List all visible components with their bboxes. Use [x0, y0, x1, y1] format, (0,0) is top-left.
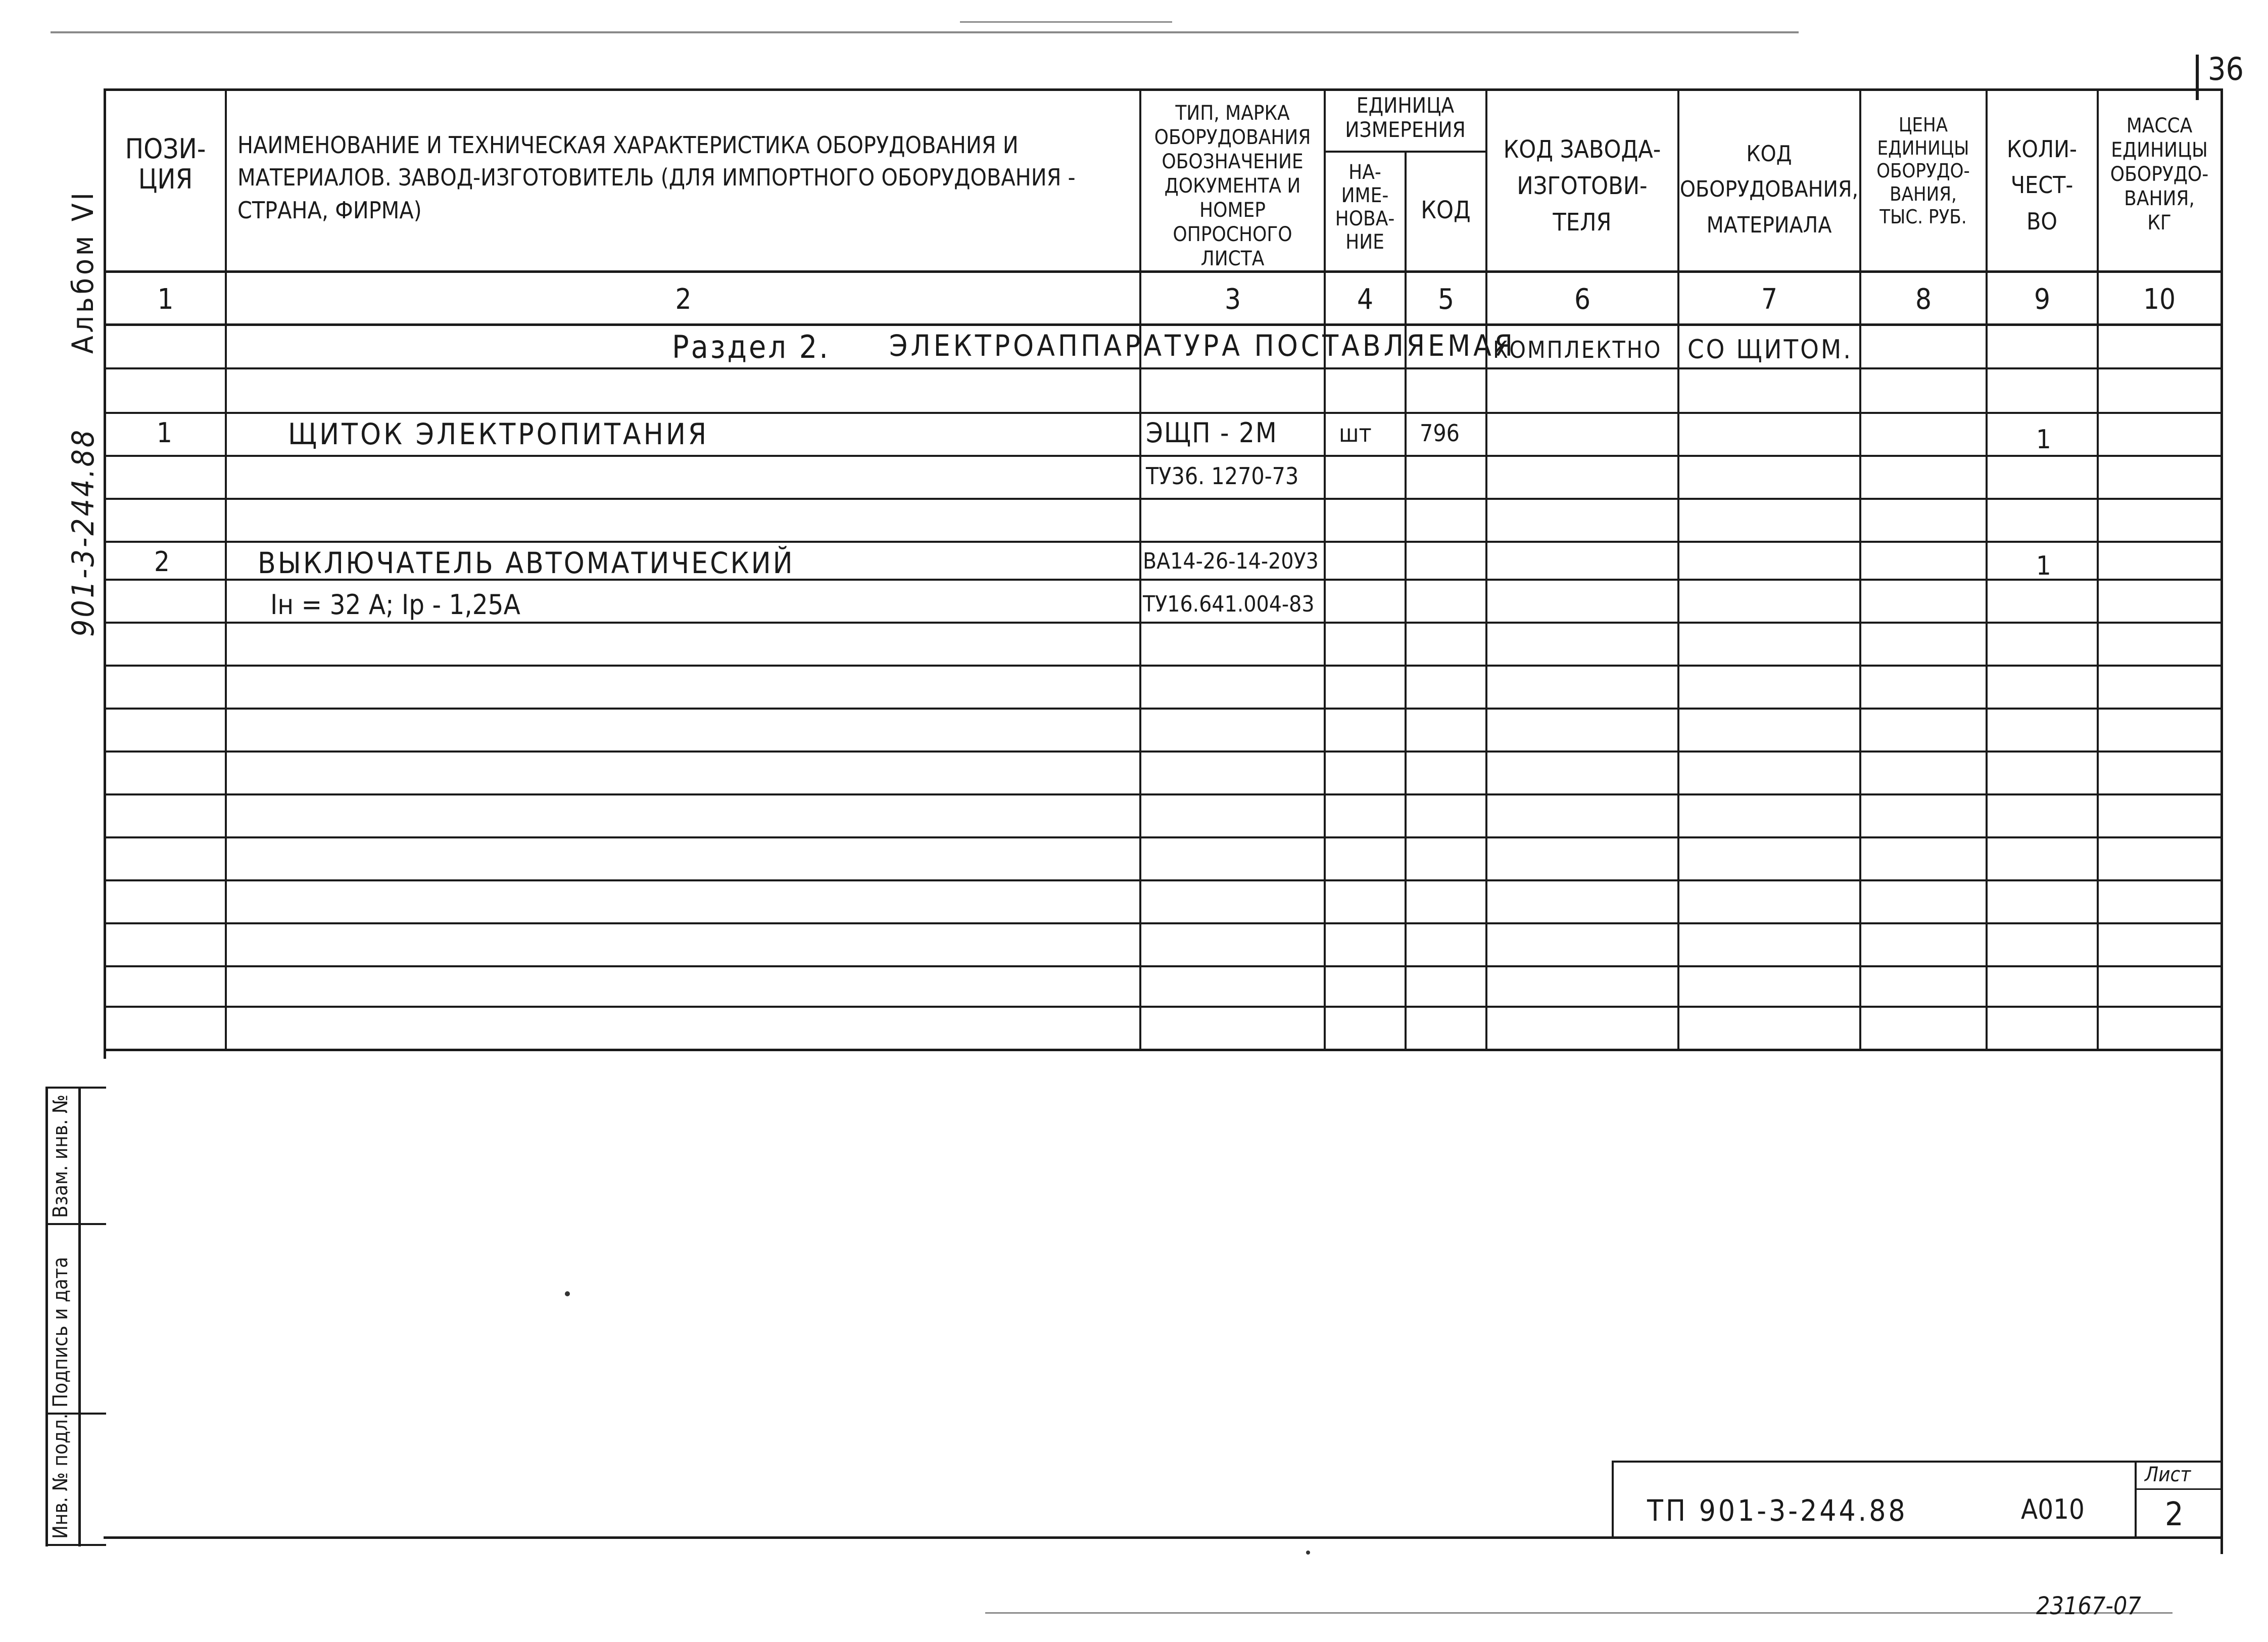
- titleblock-sheet-label: Лист: [2145, 1463, 2191, 1486]
- page-number-divider: [2196, 55, 2199, 100]
- footer-line: [985, 1612, 2173, 1614]
- header-name: НАИМЕНОВАНИЕ И ТЕХНИЧЕСКАЯ ХАРАКТЕРИСТИКА ОБОРУДОВАНИЯ И МАТЕРИАЛОВ. ЗАВОД-ИЗГОТОВИТЕЛЬ (ДЛЯ ИМПОРТНОГО ОБОРУДОВАНИЯ - СТРАНА, ФИРМА): [237, 131, 1076, 224]
- row-line: [104, 793, 2223, 795]
- row-line: [104, 708, 2223, 710]
- row-line: [104, 1006, 2223, 1008]
- colnum-7: 7: [1761, 283, 1778, 316]
- row1-type: ЭЩП - 2М: [1146, 417, 1278, 449]
- row-line: [104, 665, 2223, 667]
- top-scan-mark: [960, 21, 1172, 23]
- row-line: [104, 412, 2223, 414]
- titleblock-sheet-split: [2135, 1488, 2223, 1490]
- row1-position: 1: [157, 417, 172, 449]
- section-tail: КОМПЛЕКТНО: [1493, 336, 1662, 363]
- row-line-last: [104, 1049, 2223, 1051]
- header-type: ТИП, МАРКА ОБОРУДОВАНИЯ ОБОЗНАЧЕНИЕ ДОКУМЕНТА И НОМЕР ОПРОСНОГО ЛИСТА: [1154, 102, 1311, 270]
- table-bottom-border: [104, 1536, 2223, 1539]
- colnum-1: 1: [157, 283, 174, 316]
- stamp-mid-line: [78, 1087, 81, 1546]
- row1-unit: шт: [1339, 419, 1372, 448]
- table-top-border: [104, 88, 2223, 91]
- section-subtitle: ЭЛЕКТРОАППАРАТУРА ПОСТАВЛЯЕМАЯ: [889, 329, 1516, 363]
- colnum-5: 5: [1437, 283, 1455, 316]
- stamp-top: [45, 1087, 106, 1089]
- row-line: [104, 622, 2223, 624]
- stamp-replacement: Взам. инв. №: [49, 1094, 72, 1218]
- row-line: [104, 965, 2223, 967]
- row-line: [104, 498, 2223, 500]
- unit-header-split: [1324, 151, 1486, 153]
- colnum-9: 9: [2034, 283, 2051, 316]
- header-unit: ЕДИНИЦА ИЗМЕРЕНИЯ: [1345, 93, 1466, 143]
- header-mass: МАССА ЕДИНИЦЫ ОБОРУДО- ВАНИЯ, КГ: [2110, 114, 2209, 234]
- row-line: [104, 750, 2223, 753]
- header-quantity: КОЛИ- ЧЕСТ- ВО: [2007, 135, 2077, 235]
- titleblock-divider: [2135, 1461, 2137, 1539]
- row-line: [104, 879, 2223, 881]
- row1-unit-code: 796: [1420, 419, 1460, 447]
- colnum-bottom: [104, 323, 2223, 326]
- row2-params: Iн = 32 А; Iр - 1,25А: [270, 589, 520, 621]
- colnum-2: 2: [675, 283, 692, 316]
- colnum-10: 10: [2143, 283, 2176, 316]
- section-tail-2: СО ЩИТОМ.: [1687, 335, 1853, 365]
- titleblock-top: [1612, 1461, 2223, 1463]
- col-sep-1: [225, 88, 227, 1049]
- row-line: [104, 541, 2223, 543]
- titleblock-sheet-number: 2: [2165, 1496, 2184, 1533]
- stamp-left-line: [45, 1087, 48, 1546]
- row-line: [104, 922, 2223, 924]
- scan-dot: [1306, 1551, 1310, 1555]
- row1-quantity: 1: [2036, 425, 2051, 455]
- titleblock-doc: ТП 901-3-244.88: [1647, 1493, 1908, 1528]
- titleblock-left: [1612, 1461, 1614, 1539]
- album-code: 901-3-244.88: [66, 428, 101, 637]
- colnum-4: 4: [1357, 283, 1374, 316]
- header-equipment-code: КОД ОБОРУДОВАНИЯ, МАТЕРИАЛА: [1679, 141, 1859, 238]
- colnum-8: 8: [1915, 283, 1932, 316]
- stamp-bottom: [45, 1544, 106, 1546]
- stamp-inventory: Инв. № подл.: [49, 1413, 72, 1539]
- top-border-line: [51, 31, 1799, 33]
- row2-spec: ТУ16.641.004-83: [1143, 591, 1315, 617]
- footer-code: 23167-07: [2036, 1592, 2141, 1620]
- page-number: 36: [2208, 51, 2244, 87]
- row2-quantity: 1: [2036, 551, 2051, 581]
- row2-type: ВА14-26-14-20У3: [1143, 548, 1319, 574]
- section-title: Раздел 2.: [672, 329, 830, 365]
- scan-dot: [565, 1291, 570, 1296]
- row2-name: ВЫКЛЮЧАТЕЛЬ АВТОМАТИЧЕСКИЙ: [258, 546, 795, 580]
- row2-position: 2: [154, 546, 170, 578]
- table-left-border: [104, 88, 106, 1059]
- table-right-border: [2221, 88, 2223, 1554]
- titleblock-code: А010: [2021, 1493, 2085, 1525]
- col-sep-2: [1139, 88, 1141, 1049]
- colnum-6: 6: [1574, 283, 1591, 316]
- stamp-sep-1: [45, 1223, 106, 1225]
- album-note: Альбом VI: [66, 190, 100, 354]
- row1-name: ЩИТОК ЭЛЕКТРОПИТАНИЯ: [288, 417, 709, 451]
- header-price: ЦЕНА ЕДИНИЦЫ ОБОРУДО- ВАНИЯ, ТЫС. РУБ.: [1876, 114, 1970, 228]
- header-unit-code: КОД: [1421, 196, 1471, 224]
- col-sep-7: [1859, 88, 1861, 1049]
- header-position: ПОЗИ- ЦИЯ: [125, 133, 206, 196]
- colnum-3: 3: [1224, 283, 1241, 316]
- row-line: [104, 455, 2223, 457]
- row-line: [104, 367, 2223, 369]
- row-line: [104, 836, 2223, 838]
- stamp-signature: Подпись и дата: [49, 1256, 72, 1408]
- row1-spec: ТУ36. 1270-73: [1146, 462, 1299, 490]
- header-maker-code: КОД ЗАВОДА- ИЗГОТОВИ- ТЕЛЯ: [1503, 135, 1661, 237]
- header-unit-name: НА- ИМЕ- НОВА- НИЕ: [1335, 161, 1395, 254]
